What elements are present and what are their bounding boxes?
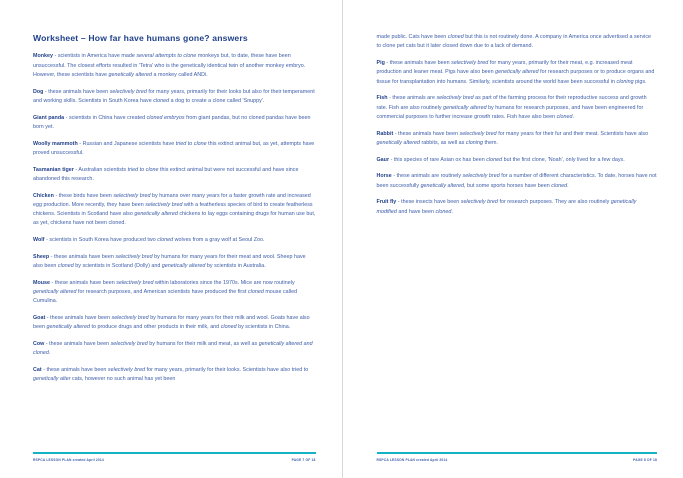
answer-paragraph: Giant panda - scientists in China have created cloned embryos from giant pandas, but no cloned pandas have been born yet. <box>33 114 311 130</box>
page-title: Worksheet – How far have humans gone? answers <box>33 33 248 43</box>
animal-label: Goat <box>33 315 46 322</box>
answer-paragraph: Tasmanian tiger - Australian scientists tried to clone this extinct animal but were not successful and have since abandoned this research. <box>33 166 299 182</box>
animal-label: Monkey <box>33 53 54 60</box>
page-left-content <box>33 33 316 438</box>
animal-label: Mouse <box>33 279 51 286</box>
answer-paragraph: Fish - these animals are selectively bred as part of the farming process for their reproductive success and growth rate. Fish are also routinely genetically altered by humans for research purposes, and have been engineered for commercial purposes to further increase growth rates. Fish have also been cloned. <box>376 95 647 120</box>
animal-label: Tasmanian tiger <box>33 166 74 173</box>
animal-label: Wolf <box>33 237 45 244</box>
answer-paragraph: Mouse - these animals have been selectively bred within laboratories since the 1970s. Mice are now routinely genetically altered for research purposes, and American scientists have produced the first cloned mouse called Cumulina. <box>33 279 298 305</box>
footer-divider-rule <box>33 452 316 454</box>
animal-label: Sheep <box>33 253 50 260</box>
footer-source-label: RSPCA LESSON PLAN created April 2014 <box>33 458 104 462</box>
animal-label: Rabbit <box>376 130 394 137</box>
answer-paragraph: Woolly mammoth - Russian and Japanese scientists have tried to clone this extinct animal but, as yet, attempts have proved unsuccessful. <box>33 140 315 156</box>
footer-row <box>33 458 316 462</box>
answer-paragraph: Wolf - scientists in South Korea have produced two cloned wolves from a gray wolf at Seoul Zoo. <box>33 237 265 244</box>
animal-label: Dog <box>33 88 44 95</box>
animal-label: Fish <box>376 95 388 102</box>
animal-label: Cat <box>33 367 42 374</box>
footer-divider-rule <box>377 452 658 454</box>
footer-row <box>377 458 658 462</box>
answer-paragraph: Rabbit - these animals have been selectively bred for many years for their fur and their meat. Scientists have also genetically altered rabbits, as well as cloning them. <box>376 130 649 146</box>
page-right-footer <box>377 452 658 462</box>
page-right <box>342 0 683 478</box>
answer-paragraph: Cat - these animals have been selectively bred for many years, primarily for their looks. Scientists have also tried to genetically alter cats, however no such animal has yet been <box>33 367 309 383</box>
footer-page-number: PAGE 7 OF 18 <box>291 458 316 462</box>
answer-paragraph: Cow - these animals have been selectively bred by humans for their milk and meat, as well as genetically altered and cloned. <box>33 341 313 357</box>
animal-label: Chicken <box>33 192 54 199</box>
answer-paragraph: made public. Cats have been cloned but this is not routinely done. A company in America once advertised a service to clone pet cats but it later closed down due to a lack of demand. <box>376 34 652 50</box>
animal-label: Cow <box>33 341 45 348</box>
answer-paragraph: Gaur - this species of rare Asian ox has been cloned but the first clone, 'Noah', only lived for a few days. <box>376 156 625 163</box>
answer-paragraph: Fruit fly - these insects have been selectively bred for research purposes. They are also routinely genetically modified and have been cloned. <box>376 199 637 215</box>
footer-page-number: PAGE 8 OF 18 <box>633 458 657 462</box>
answer-paragraph: Pig - these animals have been selectively bred for many years, primarily for their meat, e.g. increased meat production and leaner meat. Pigs have also been genetically altered for research purposes or to produce organs and tissue for transplantation into humans. Similarly, scientists around the world have been successful in cloning pigs. <box>376 59 655 85</box>
page-left-footer <box>33 452 316 462</box>
animal-label: Fruit fly <box>376 199 397 206</box>
animal-label: Gaur <box>376 156 390 163</box>
answer-paragraph: Monkey - scientists in America have made several attempts to clone monkeys but, to date, these have been unsuccessful. The closest efforts resulted in 'Tetra' who is the genetically identical twin of another monkey embryo. However, these scientists have genetically altered a monkey called ANDi. <box>33 53 306 78</box>
answer-paragraph: Goat - these animals have been selectively bred by humans for many years for their milk and wool. Goats have also been genetically altered to produce drugs and other products in their milk, and cloned by scientists in China. <box>33 315 310 331</box>
answer-paragraph: Horse - these animals are routinely selectively bred for a number of different characteristics. To date, horses have not been successfully genetically altered, but some sports horses have been cloned. <box>376 173 657 189</box>
answer-paragraph: Sheep - these animals have been selectively bred by humans for many years for their meat and wool. Sheep have also been cloned by scientists in Scotland (Dolly) and genetically altered by scientists in Australia. <box>33 253 306 270</box>
animal-label: Pig <box>376 59 385 66</box>
footer-source-label: RSPCA LESSON PLAN created April 2014 <box>376 458 448 462</box>
answer-paragraph: Chicken - these birds have been selectively bred by humans over many years for a faster growth rate and increased egg production. More recently, they have been selectively bred with a featherless species of bird to create featherless chickens. Scientists in Scotland have also genetically altered chickens to lay eggs containing drugs for human use but, as yet, chickens have not been cloned. <box>33 192 316 227</box>
animal-label: Woolly mammoth <box>33 140 78 147</box>
animal-label: Giant panda <box>33 114 65 121</box>
answer-paragraph: Dog - these animals have been selectively bred for many years, primarily for their looks but also for their temperament and working skills. Scientists in South Korea have cloned a dog to create a clone called 'Snuppy'. <box>33 88 315 104</box>
left-paragraph-list <box>33 52 316 384</box>
right-paragraph-list <box>377 33 658 217</box>
page-right-content <box>377 33 658 438</box>
animal-label: Horse <box>376 173 392 180</box>
